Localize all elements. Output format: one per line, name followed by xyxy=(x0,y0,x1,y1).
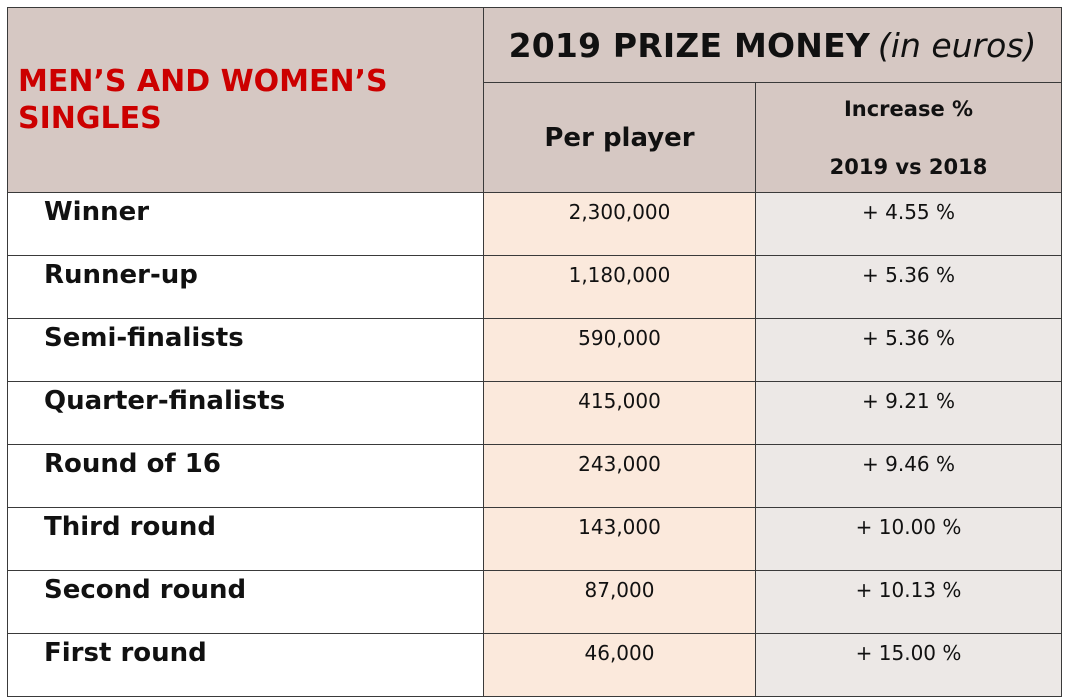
round-label: Runner-up xyxy=(8,256,484,319)
table-row xyxy=(8,256,1062,319)
prize-amount: 87,000 xyxy=(484,571,756,634)
round-label: Second round xyxy=(8,571,484,634)
table-row xyxy=(8,571,1062,634)
title-cell xyxy=(484,8,1062,83)
table-row xyxy=(8,319,1062,382)
table-row xyxy=(8,193,1062,256)
category-title: MEN’S AND WOMEN’S SINGLES xyxy=(18,64,388,136)
increase-header xyxy=(756,83,1062,193)
prize-money-table xyxy=(7,7,1062,697)
round-label: Winner xyxy=(8,193,484,256)
increase-percent: + 15.00 % xyxy=(756,634,1062,697)
round-label: Quarter-finalists xyxy=(8,382,484,445)
title-row xyxy=(8,8,1062,83)
round-label: Third round xyxy=(8,508,484,571)
round-label: Semi-finalists xyxy=(8,319,484,382)
category-header-cell xyxy=(8,8,484,193)
increase-percent: + 5.36 % xyxy=(756,256,1062,319)
increase-percent: + 9.21 % xyxy=(756,382,1062,445)
increase-percent: + 4.55 % xyxy=(756,193,1062,256)
prize-amount: 2,300,000 xyxy=(484,193,756,256)
round-label: First round xyxy=(8,634,484,697)
increase-label: Increase % xyxy=(843,96,974,121)
prize-amount: 243,000 xyxy=(484,445,756,508)
prize-amount: 590,000 xyxy=(484,319,756,382)
prize-amount: 1,180,000 xyxy=(484,256,756,319)
increase-percent: + 10.00 % xyxy=(756,508,1062,571)
table-row xyxy=(8,382,1062,445)
increase-percent: + 5.36 % xyxy=(756,319,1062,382)
per-player-label: Per player xyxy=(544,122,695,153)
prize-amount: 46,000 xyxy=(484,634,756,697)
increase-period-label: 2019 vs 2018 xyxy=(829,154,988,179)
table-row xyxy=(8,508,1062,571)
table-title: 2019 PRIZE MONEY xyxy=(508,25,870,65)
table-row xyxy=(8,445,1062,508)
increase-percent: + 9.46 % xyxy=(756,445,1062,508)
per-player-header xyxy=(484,83,756,193)
prize-amount: 143,000 xyxy=(484,508,756,571)
prize-amount: 415,000 xyxy=(484,382,756,445)
table-title-unit: (in euros) xyxy=(877,25,1037,65)
table-row xyxy=(8,634,1062,697)
increase-percent: + 10.13 % xyxy=(756,571,1062,634)
round-label: Round of 16 xyxy=(8,445,484,508)
